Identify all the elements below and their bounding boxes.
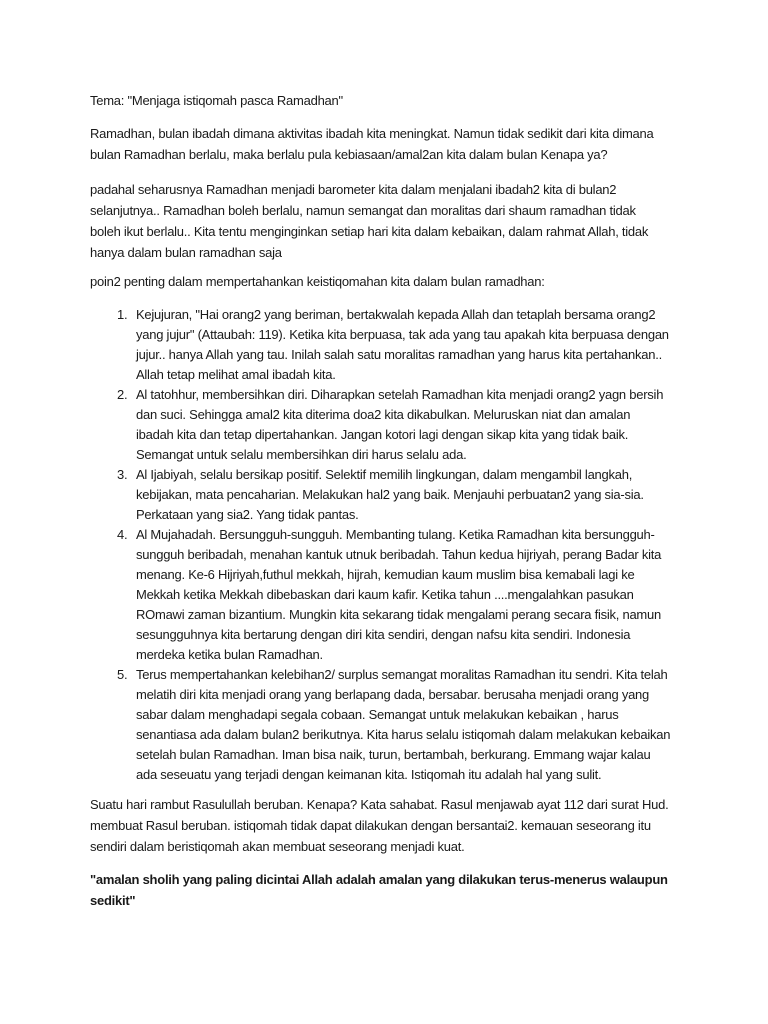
numbered-list — [117, 305, 670, 785]
paragraph-barometer: padahal seharusnya Ramadhan menjadi barometer kita dalam menjalani ibadah2 kita di bulan2 selanjutnya.. Ramadhan boleh berlalu, namun semangat dan moralitas dari shaum ramadhan tidak boleh ikut berlalu.. Kita tentu menginginkan setiap hari kita dalam kebaikan, dalam rahmat Allah, tidak hanya dalam bulan ramadhan saja — [90, 182, 649, 260]
text-line: Kejujuran, "Hai orang2 yang beriman, bertakwalah kepada Allah dan tetaplah bersama orang2 — [136, 307, 656, 322]
list-item — [117, 385, 670, 465]
text-line: setelah bulan Ramadhan. Iman bisa naik, turun, bertambah, berkurang. Emmang wajar kalau — [136, 747, 651, 762]
text-line: ibadah kita dan tetap dipertahankan. Jangan kotori lagi dengan sikap kita yang tidak baik. — [136, 427, 629, 442]
document-title: Tema: "Menjaga istiqomah pasca Ramadhan" — [90, 93, 343, 108]
text-line: Allah tetap melihat amal ibadah kita. — [136, 367, 336, 382]
list-number: 2. — [117, 387, 128, 402]
list-item-text — [136, 465, 670, 525]
text-line: Al Mujahadah. Bersungguh-sungguh. Membanting tulang. Ketika Ramadhan kita bersungguh- — [136, 527, 655, 542]
text-line: ada seseuatu yang terjadi dengan keimanan kita. Istiqomah itu adalah hal yang sulit. — [136, 767, 602, 782]
text-line: sungguh beribadah, menahan kantuk utnuk beribadah. Tahun kedua hijriyah, perang Badar kita — [136, 547, 662, 562]
text-line: Al Ijabiyah, selalu bersikap positif. Selektif memilih lingkungan, dalam mengambil langkah, — [136, 467, 633, 482]
text-line: Perkataan yang sia2. Yang tidak pantas. — [136, 507, 359, 522]
list-item — [117, 665, 670, 785]
text-line: Semangat untuk selalu membersihkan diri harus selalu ada. — [136, 447, 467, 462]
list-number: 5. — [117, 667, 128, 682]
list-item — [117, 305, 670, 385]
list-item-text — [136, 525, 670, 665]
text-line: dan suci. Sehingga amal2 kita diterima doa2 kita dikabulkan. Meluruskan niat dan amalan — [136, 407, 631, 422]
text-line: senantiasa ada dalam bulan2 berikutnya. Kita harus selalu istiqomah dalam melakukan kebaikan — [136, 727, 671, 742]
text-line: kebijakan, mata pencaharian. Melakukan hal2 yang baik. Menjauhi perbuatan2 yang sia-sia. — [136, 487, 644, 502]
paragraph-intro: Ramadhan, bulan ibadah dimana aktivitas ibadah kita meningkat. Namun tidak sedikit dari kita dimana bulan Ramadhan berlalu, maka berlalu pula kebiasaan/amal2an kita dalam bulan Kenapa ya? — [90, 126, 654, 162]
text-line: Al tatohhur, membersihkan diri. Diharapkan setelah Ramadhan kita menjadi orang2 yagn bersih — [136, 387, 664, 402]
text-line: ROmawi zaman bizantium. Mungkin kita sekarang tidak mengalami perang secara fisik, namun — [136, 607, 661, 622]
list-item-text — [136, 305, 670, 385]
list-number: 1. — [117, 307, 128, 322]
text-line: sesungguhnya kita bertarung dengan diri kita sendiri, dengan nafsu kita sendiri. Indonesia — [136, 627, 631, 642]
closing-quote: "amalan sholih yang paling dicintai Allah adalah amalan yang dilakukan terus-menerus walaupun sedikit" — [90, 872, 668, 908]
list-item-text — [136, 385, 670, 465]
list-item — [117, 465, 670, 525]
text-line: yang jujur" (Attaubah: 119). Ketika kita berpuasa, tak ada yang tau apakah kita berpuasa dengan — [136, 327, 669, 342]
list-number: 4. — [117, 527, 128, 542]
text-line: menang. Ke-6 Hijriyah,futhul mekkah, hijrah, kemudian kaum muslim bisa kemabali lagi ke — [136, 567, 635, 582]
text-line: jujur.. hanya Allah yang tau. Inilah salah satu moralitas ramadhan yang harus kita pertahankan.. — [136, 347, 662, 362]
paragraph-rasul: Suatu hari rambut Rasulullah beruban. Kenapa? Kata sahabat. Rasul menjawab ayat 112 dari surat Hud. membuat Rasul beruban. istiqomah tidak dapat dilakukan dengan bersantai2. kemauan seseorang itu sendiri dalam beristiqomah akan membuat seseorang menjadi kuat. — [90, 797, 669, 854]
text-line: melatih diri kita menjadi orang yang berlapang dada, bersabar. berusaha menjadi orang yang — [136, 687, 650, 702]
list-intro: poin2 penting dalam mempertahankan keistiqomahan kita dalam bulan ramadhan: — [90, 274, 545, 289]
text-line: merdeka ketika bulan Ramadhan. — [136, 647, 323, 662]
text-line: Terus mempertahankan kelebihan2/ surplus semangat moralitas Ramadhan itu sendri. Kita telah — [136, 667, 668, 682]
text-line: sabar dalam menghadapi segala cobaan. Semangat untuk melakukan kebaikan , harus — [136, 707, 619, 722]
list-number: 3. — [117, 467, 128, 482]
list-item — [117, 525, 670, 665]
text-line: Mekkah ketika Mekkah dibebaskan dari kaum kafir. Ketika tahun ....mengalahkan pasukan — [136, 587, 634, 602]
list-item-text — [136, 665, 670, 785]
